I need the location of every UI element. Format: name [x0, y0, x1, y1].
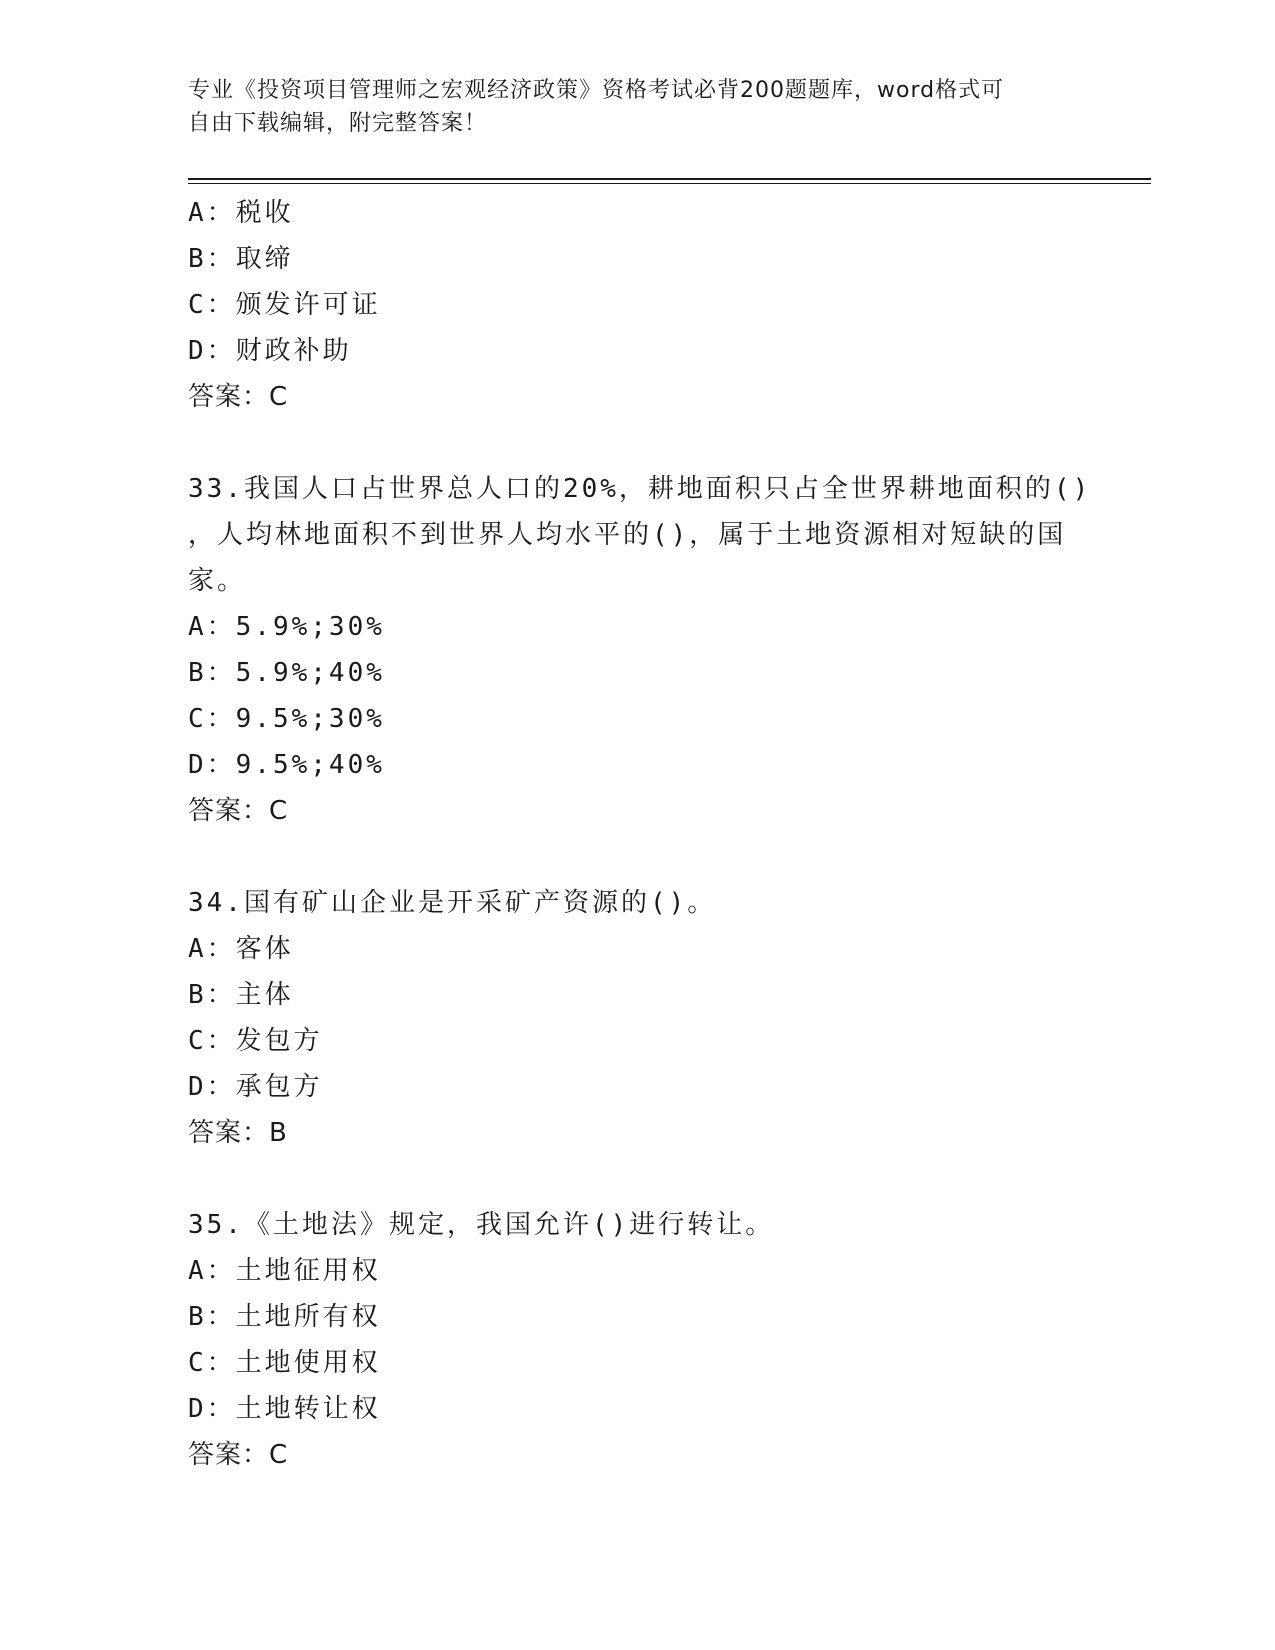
- option-a: A：税收: [188, 198, 294, 228]
- question-32: [188, 190, 1068, 420]
- option-d: D：财政补助: [188, 336, 352, 366]
- option-b: B：土地所有权: [188, 1302, 381, 1332]
- answer: 答案：C: [188, 796, 289, 826]
- option-b: B：5.9%;40%: [188, 658, 385, 688]
- question-list: [188, 190, 1092, 1524]
- answer: 答案：C: [188, 1440, 289, 1470]
- option-d: D：承包方: [188, 1072, 323, 1102]
- header-rule-thick: [188, 178, 1151, 180]
- header-line-2: 自由下载编辑，附完整答案！: [188, 111, 488, 136]
- option-a: A：5.9%;30%: [188, 612, 385, 642]
- option-c: C：发包方: [188, 1026, 323, 1056]
- option-d: D：9.5%;40%: [188, 750, 385, 780]
- option-a: A：土地征用权: [188, 1256, 381, 1286]
- option-c: C：颁发许可证: [188, 290, 381, 320]
- option-a: A：客体: [188, 934, 294, 964]
- stem-line-1: 33.我国人口占世界总人口的20%，耕地面积只占全世界耕地面积的(): [188, 474, 1092, 504]
- document-header: [188, 74, 1068, 140]
- stem-line-3: 家。: [188, 566, 247, 596]
- question-35: [188, 1202, 1068, 1478]
- answer: 答案：B: [188, 1118, 288, 1148]
- option-c: C：土地使用权: [188, 1348, 381, 1378]
- option-c: C：9.5%;30%: [188, 704, 385, 734]
- header-line-1: 专业《投资项目管理师之宏观经济政策》资格考试必背200题题库，word格式可: [188, 78, 1005, 103]
- question-33: [188, 466, 1092, 834]
- option-b: B：主体: [188, 980, 294, 1010]
- answer: 答案：C: [188, 382, 289, 412]
- question-stem: [188, 880, 1068, 926]
- stem-line-1: 35.《土地法》规定，我国允许()进行转让。: [188, 1210, 775, 1240]
- option-d: D：土地转让权: [188, 1394, 381, 1424]
- question-stem: [188, 466, 1092, 604]
- question-34: [188, 880, 1068, 1156]
- option-b: B：取缔: [188, 244, 294, 274]
- stem-line-1: 34.国有矿山企业是开采矿产资源的()。: [188, 888, 717, 918]
- header-rule-thin: [188, 183, 1151, 184]
- question-stem: [188, 1202, 1068, 1248]
- stem-line-2: ，人均林地面积不到世界人均水平的()，属于土地资源相对短缺的国: [188, 520, 1067, 550]
